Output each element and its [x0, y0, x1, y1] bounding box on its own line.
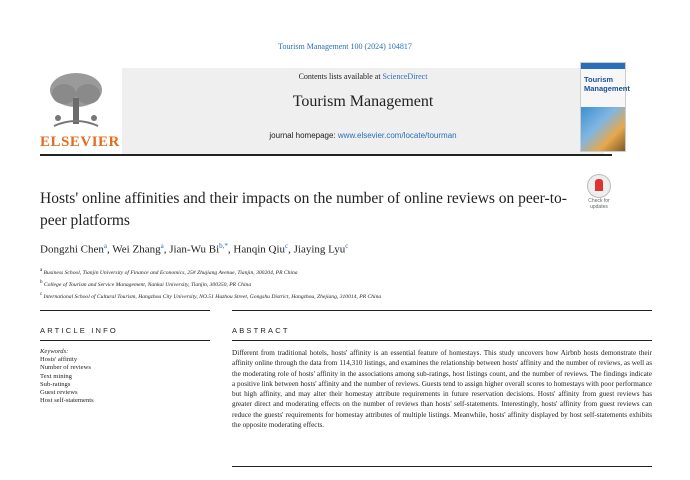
journal-homepage [122, 131, 604, 140]
journal-header [40, 64, 610, 160]
author-name[interactable]: Hanqin Qiu [233, 243, 286, 256]
affiliation-text: College of Tourism and Service Management, Nankai University, Tianjin, 300350, PR China [43, 281, 252, 288]
article-info-mid-rule [40, 340, 210, 341]
abstract-top-rule [232, 310, 652, 311]
elsevier-wordmark: ELSEVIER [40, 134, 120, 150]
journal-banner [122, 68, 604, 154]
affiliation-item [40, 278, 640, 290]
abstract-body: Different from traditional hotels, hosts' affinity is an essential feature of homestays. This study uncovers how Airbnb hosts demonstrate their affinity online through the data from 114,310 listings, and examines the relationship between hosts' affinity and the number of reviews, as well as the moderating role of hosts' affinity in the associations among sub-ratings, host listings count, and the number of reviews. The findings indicate a positive link between hosts' affinity and the number of reviews. Guests tend to assign higher overall scores to homestays with poor performance but high affinity, and may alter their homestay attribute requirements in future reservation decisions. Hosts' affinity from guest reviews has greater direct and moderating effects on the number of reviews than hosts' self-statements. Interestingly, hosts' affinity from guest reviews can reduce the guests' requirements for homestay attributes of multiple listings. Meanwhile, hosts' affinity displayed by host self-statements exhibits the opposite moderating effects. [232, 349, 652, 430]
bookmark-icon [587, 174, 611, 198]
keyword-item: Guest reviews [40, 389, 78, 397]
keywords-label: Keywords: [40, 348, 69, 355]
elsevier-tree-icon [44, 70, 108, 130]
affiliation-marker: c [40, 291, 43, 297]
affiliation-item [40, 266, 640, 278]
contents-prefix: Contents lists available at [298, 72, 383, 81]
keyword-item: Sub-ratings [40, 380, 71, 388]
author-name[interactable]: Dongzhi Chen [40, 243, 104, 256]
keyword-item: Hosts' affinity [40, 356, 78, 364]
contents-line [122, 72, 604, 81]
cover-accent-bar [581, 63, 625, 69]
author-affil-marker[interactable]: b,* [219, 242, 228, 250]
keyword-item: Host self-statements [40, 397, 94, 405]
affiliation-item [40, 290, 640, 302]
author-name[interactable]: Jian-Wu Bi [169, 243, 220, 256]
homepage-link[interactable]: www.elsevier.com/locate/tourman [337, 131, 457, 140]
article-info-heading: ARTICLE INFO [40, 326, 118, 335]
cover-image [581, 107, 625, 151]
affiliation-marker: b [40, 279, 43, 285]
article-title: Hosts' online affinities and their impacts on the number of online reviews on peer-to-peer platforms [40, 190, 567, 229]
abstract-bottom-rule [232, 466, 652, 467]
check-for-updates-label: Check for updates [588, 198, 610, 210]
author-name[interactable]: Wei Zhang [112, 243, 161, 256]
check-for-updates-button[interactable] [582, 174, 616, 210]
article-info-top-rule [40, 310, 210, 311]
cover-title: Tourism Management [584, 75, 630, 93]
author-affil-marker[interactable]: a [103, 242, 107, 250]
abstract-mid-rule [232, 340, 652, 341]
author-affil-marker[interactable]: c [345, 242, 349, 250]
header-divider [40, 154, 612, 156]
author-affil-marker[interactable]: c [285, 242, 289, 250]
keyword-item: Number of reviews [40, 364, 91, 372]
abstract-heading: ABSTRACT [232, 326, 290, 335]
sciencedirect-link[interactable]: ScienceDirect [382, 72, 428, 81]
author-affil-marker[interactable]: a [160, 242, 164, 250]
elsevier-logo[interactable] [40, 68, 120, 154]
keywords-block [40, 348, 210, 405]
author-list: Dongzhi Chen$^a$, Wei Zhang$^a$, Jian-Wu $Bi^{b,*}$, Hanqin Qiu$^c$, Jiaying Lyu$^c$ [40, 242, 349, 256]
affiliation-marker: a [40, 268, 43, 273]
affiliation-text: Business School, Tianjin University of Finance and Economics, 25# Zhujiang Avenue, Tianjin, 300204, PR China [43, 269, 298, 276]
affiliation-list [40, 266, 640, 302]
author-name[interactable]: Jiaying Lyu [293, 243, 346, 256]
affiliation-text: International School of Cultural Tourism, Hangzhou City University, NO.51 Huzhou Street, Gongshu District, Hangzhou, Zhejiang, 310014, PR China [43, 293, 382, 300]
keyword-item: Text mining [40, 372, 72, 380]
journal-name: Tourism Management [292, 93, 434, 110]
journal-citation[interactable]: Tourism Management 100 (2024) 104817 [278, 42, 412, 51]
journal-cover[interactable] [580, 62, 630, 152]
homepage-prefix: journal homepage: [269, 131, 338, 140]
